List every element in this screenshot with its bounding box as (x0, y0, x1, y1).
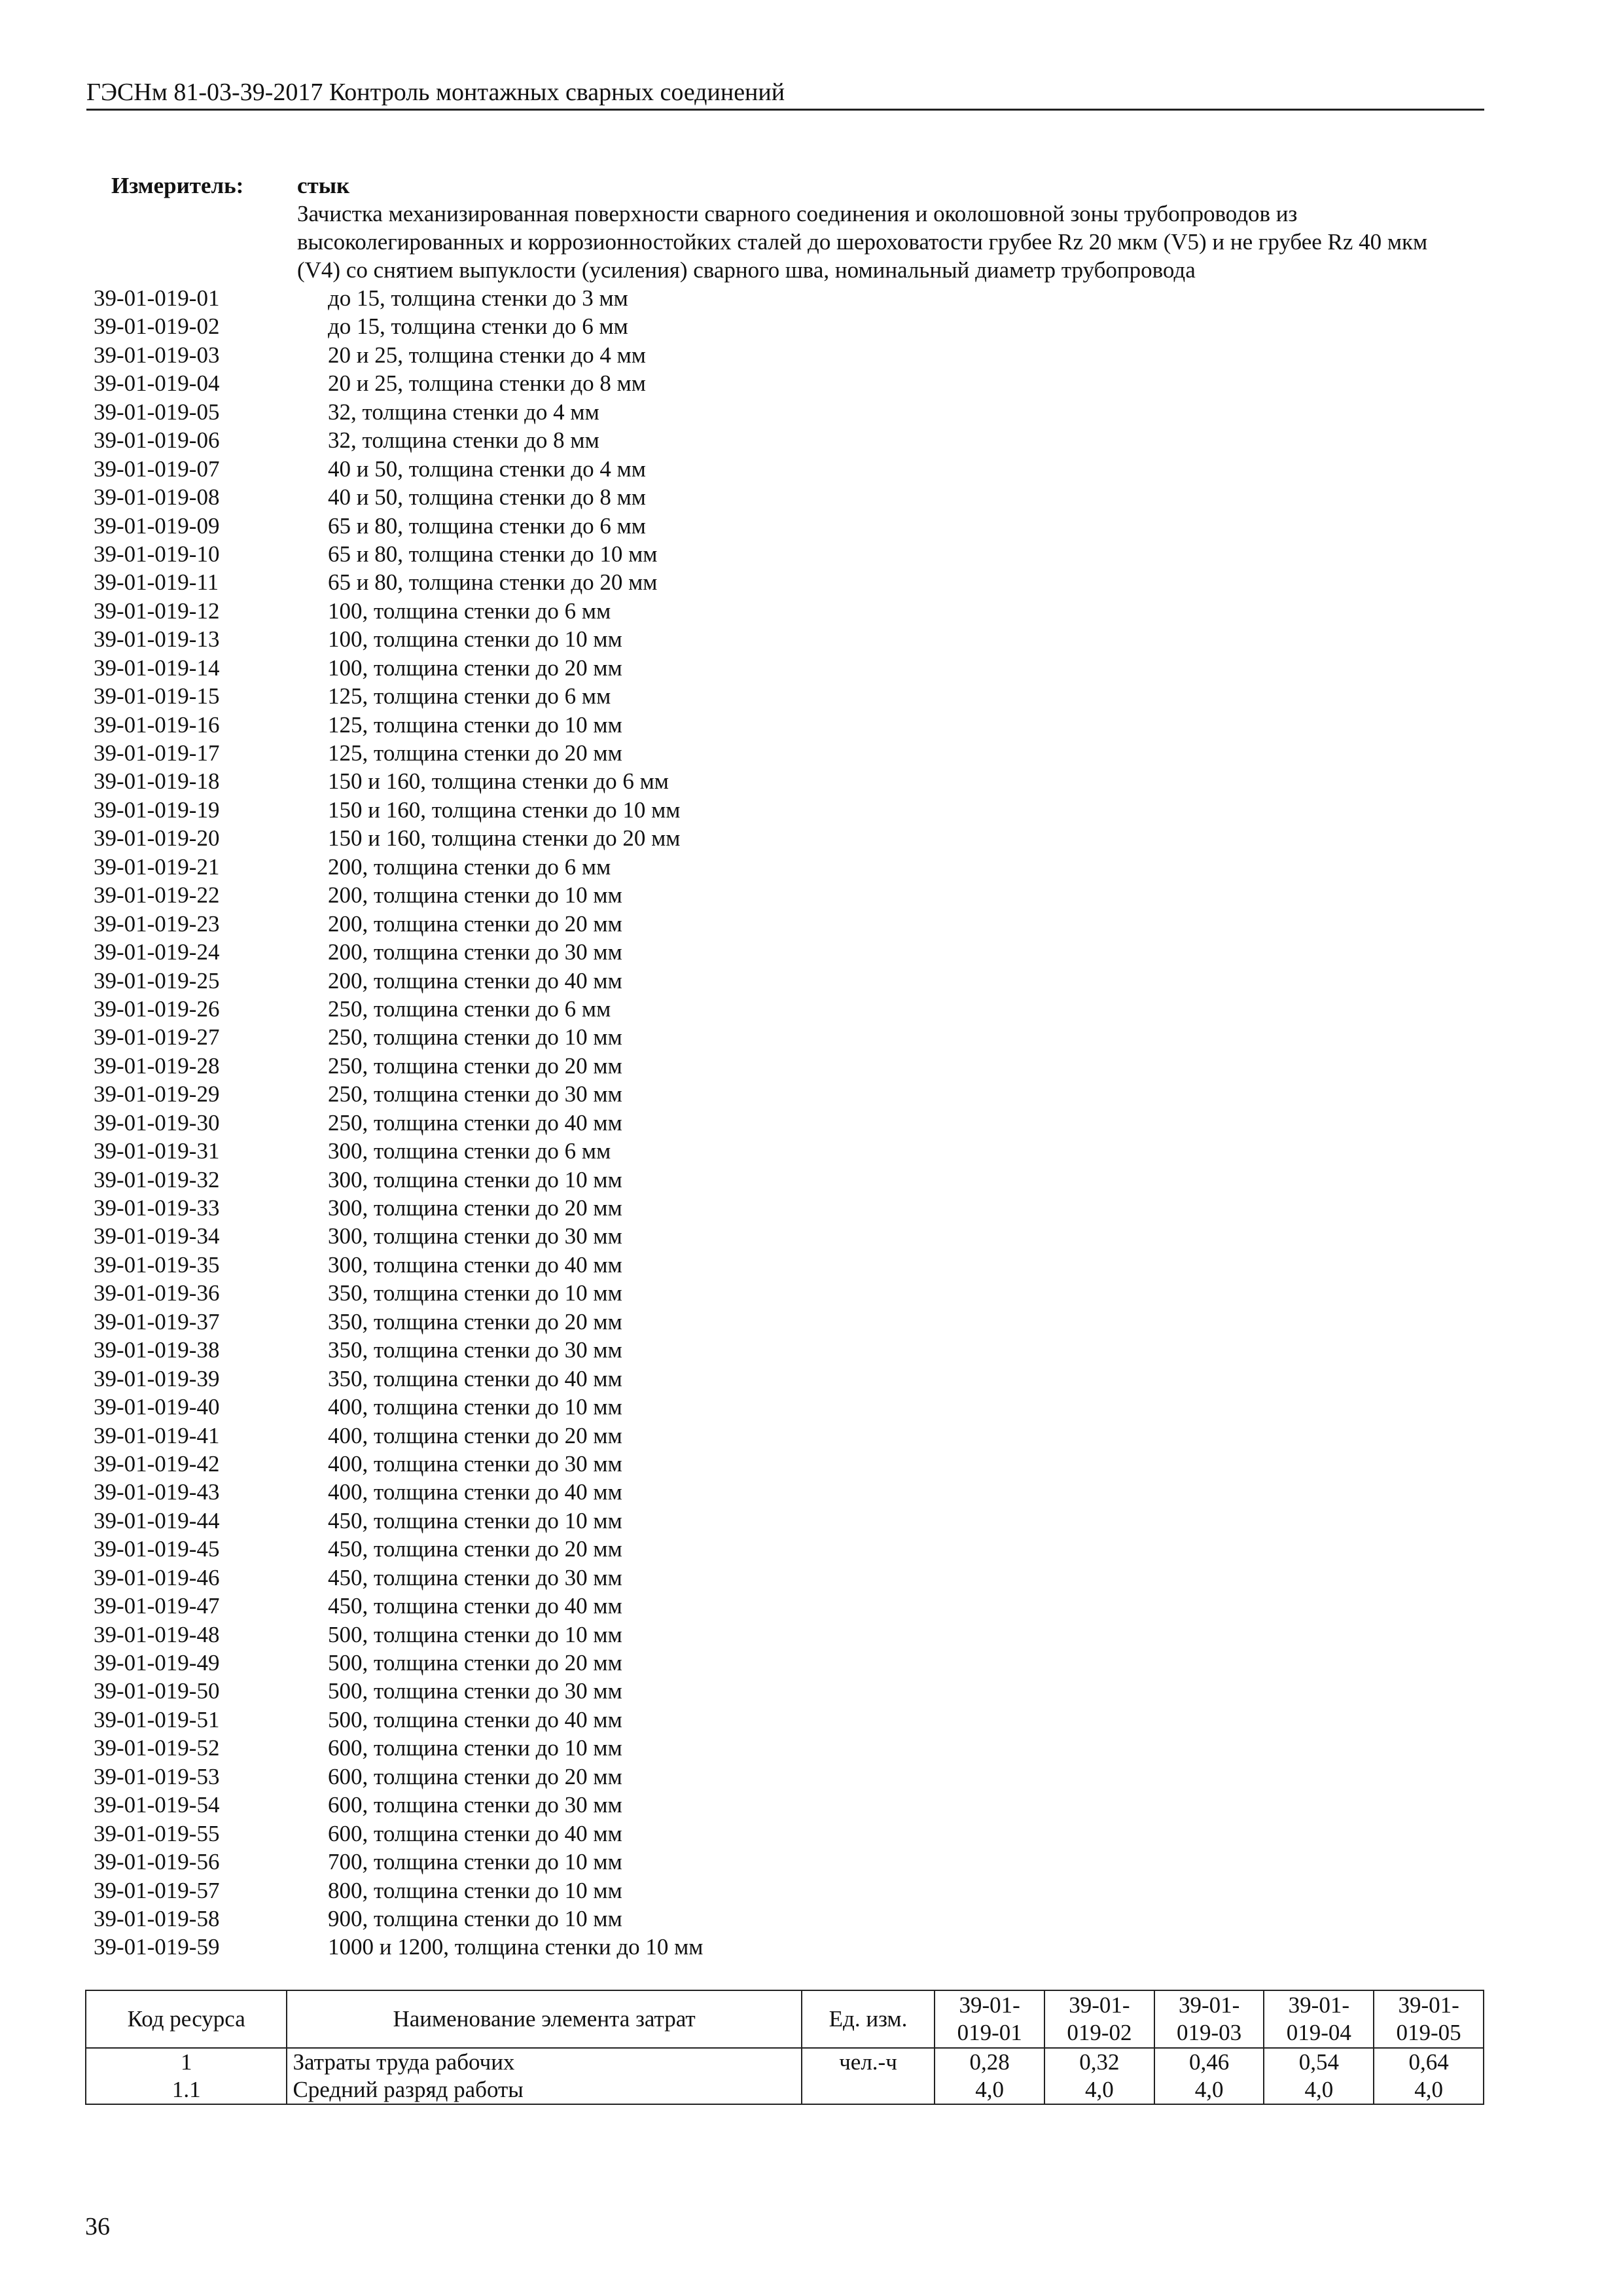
list-item (94, 739, 703, 767)
item-name: 125, толщина стенки до 6 мм (328, 683, 611, 709)
item-name: 400, толщина стенки до 10 мм (328, 1394, 622, 1420)
item-code: 39-01-019-14 (94, 655, 220, 681)
item-code: 39-01-019-30 (94, 1109, 220, 1136)
item-name: 350, толщина стенки до 30 мм (328, 1337, 622, 1363)
list-item (94, 1251, 703, 1279)
list-item (94, 455, 703, 483)
list-item (94, 1137, 703, 1165)
item-list (94, 284, 703, 1962)
list-item (94, 711, 703, 739)
item-code: 39-01-019-04 (94, 370, 220, 397)
item-code: 39-01-019-02 (94, 314, 220, 340)
list-item (94, 1052, 703, 1080)
item-code: 39-01-019-17 (94, 740, 220, 766)
list-item (94, 369, 703, 397)
item-name: 450, толщина стенки до 20 мм (328, 1536, 622, 1562)
list-item (94, 568, 703, 596)
list-item (94, 853, 703, 881)
list-item (94, 910, 703, 938)
list-item (94, 1422, 703, 1450)
item-name: 20 и 25, толщина стенки до 8 мм (328, 370, 646, 397)
list-item (94, 483, 703, 511)
list-item (94, 1507, 703, 1535)
row-name: Средний разряд работы (287, 2076, 801, 2104)
row-unit (802, 2076, 935, 2104)
item-code: 39-01-019-08 (94, 484, 220, 511)
item-name: 350, толщина стенки до 10 мм (328, 1280, 622, 1306)
item-code: 39-01-019-23 (94, 910, 220, 937)
item-code: 39-01-019-42 (94, 1450, 220, 1477)
list-item (94, 967, 703, 995)
list-item (94, 540, 703, 568)
header-name: Наименование элемента затрат (287, 1990, 801, 2048)
item-name: 300, толщина стенки до 10 мм (328, 1166, 622, 1193)
item-name: 500, толщина стенки до 40 мм (328, 1706, 622, 1732)
item-name: 250, толщина стенки до 6 мм (328, 996, 611, 1022)
item-name: 800, толщина стенки до 10 мм (328, 1877, 622, 1903)
item-name: 100, толщина стенки до 10 мм (328, 626, 622, 653)
item-name: 350, толщина стенки до 20 мм (328, 1308, 622, 1335)
row-code: 1 (86, 2048, 287, 2076)
item-code: 39-01-019-18 (94, 768, 220, 795)
list-item (94, 1933, 703, 1961)
item-name: 32, толщина стенки до 8 мм (328, 427, 599, 454)
item-name: 200, толщина стенки до 40 мм (328, 967, 622, 994)
item-code: 39-01-019-34 (94, 1223, 220, 1249)
list-item (94, 1734, 703, 1762)
list-item (94, 512, 703, 540)
item-name: 450, толщина стенки до 10 мм (328, 1507, 622, 1534)
item-name: 65 и 80, толщина стенки до 6 мм (328, 512, 646, 539)
list-item (94, 312, 703, 340)
list-item (94, 1820, 703, 1848)
item-name: 200, толщина стенки до 20 мм (328, 910, 622, 937)
item-name: 150 и 160, толщина стенки до 10 мм (328, 797, 681, 823)
list-item (94, 341, 703, 369)
item-name: 450, толщина стенки до 40 мм (328, 1593, 622, 1619)
meter-unit: стык (297, 173, 350, 198)
item-code: 39-01-019-52 (94, 1735, 220, 1761)
item-name: 500, толщина стенки до 30 мм (328, 1678, 622, 1704)
item-code: 39-01-019-41 (94, 1422, 220, 1448)
row-value: 4,0 (1154, 2076, 1264, 2104)
row-value: 0,32 (1044, 2048, 1154, 2076)
item-code: 39-01-019-15 (94, 683, 220, 709)
item-code: 39-01-019-38 (94, 1337, 220, 1363)
row-value: 4,0 (1374, 2076, 1484, 2104)
item-name: 125, толщина стенки до 10 мм (328, 711, 622, 738)
item-name: 600, толщина стенки до 20 мм (328, 1763, 622, 1789)
item-name: 65 и 80, толщина стенки до 20 мм (328, 569, 658, 596)
row-value: 4,0 (935, 2076, 1044, 2104)
list-item (94, 995, 703, 1023)
list-item (94, 1677, 703, 1705)
item-code: 39-01-019-27 (94, 1024, 220, 1050)
list-item (94, 1649, 703, 1677)
table-row (86, 2076, 1484, 2104)
page-number: 36 (85, 2213, 110, 2240)
item-name: 250, толщина стенки до 30 мм (328, 1081, 622, 1107)
item-code: 39-01-019-45 (94, 1536, 220, 1562)
item-code: 39-01-019-49 (94, 1650, 220, 1676)
list-item (94, 1791, 703, 1819)
item-code: 39-01-019-19 (94, 797, 220, 823)
list-item (94, 682, 703, 710)
item-name: 300, толщина стенки до 20 мм (328, 1195, 622, 1221)
document-title: ГЭСНм 81-03-39-2017 Контроль монтажных сварных соединений (86, 79, 785, 106)
row-value: 0,46 (1154, 2048, 1264, 2076)
item-name: 200, толщина стенки до 30 мм (328, 939, 622, 965)
resource-table (85, 1990, 1484, 2105)
row-unit: чел.-ч (802, 2048, 935, 2076)
item-name: до 15, толщина стенки до 3 мм (328, 285, 628, 311)
item-code: 39-01-019-10 (94, 541, 220, 567)
item-code: 39-01-019-21 (94, 853, 220, 880)
row-value: 4,0 (1264, 2076, 1374, 2104)
item-name: 400, толщина стенки до 20 мм (328, 1422, 622, 1448)
item-name: 500, толщина стенки до 20 мм (328, 1650, 622, 1676)
item-code: 39-01-019-03 (94, 342, 220, 368)
item-code: 39-01-019-53 (94, 1763, 220, 1789)
item-name: 250, толщина стенки до 10 мм (328, 1024, 622, 1050)
row-value: 0,28 (935, 2048, 1044, 2076)
item-name: 32, толщина стенки до 4 мм (328, 399, 599, 425)
meter-label: Измеритель: (111, 173, 244, 198)
row-code: 1.1 (86, 2076, 287, 2104)
item-name: 700, толщина стенки до 10 мм (328, 1849, 622, 1875)
item-name: 350, толщина стенки до 40 мм (328, 1365, 622, 1391)
item-code: 39-01-019-44 (94, 1507, 220, 1534)
item-code: 39-01-019-33 (94, 1195, 220, 1221)
item-code: 39-01-019-31 (94, 1138, 220, 1164)
item-name: 300, толщина стенки до 6 мм (328, 1138, 611, 1164)
list-item (94, 938, 703, 966)
item-code: 39-01-019-40 (94, 1394, 220, 1420)
item-code: 39-01-019-56 (94, 1849, 220, 1875)
work-description: Зачистка механизированная поверхности сварного соединения и околошовной зоны трубопроводов из высоколегированных и коррозионностойких сталей до шероховатости грубее Rz 20 мкм (V5) и не грубее Rz 40 мкм (V4) со снятием выпуклости (усиления) сварного шва, номинальный диаметр трубопровода (297, 201, 1428, 283)
list-item (94, 1023, 703, 1051)
list-item (94, 1763, 703, 1791)
list-item (94, 1848, 703, 1876)
item-name: 40 и 50, толщина стенки до 8 мм (328, 484, 646, 511)
list-item (94, 1592, 703, 1620)
list-item (94, 881, 703, 909)
item-name: 125, толщина стенки до 20 мм (328, 740, 622, 766)
item-name: 100, толщина стенки до 6 мм (328, 598, 611, 624)
list-item (94, 1706, 703, 1734)
item-code: 39-01-019-57 (94, 1877, 220, 1903)
list-item (94, 1080, 703, 1108)
list-item (94, 1905, 703, 1933)
item-code: 39-01-019-54 (94, 1792, 220, 1818)
item-name: 300, толщина стенки до 30 мм (328, 1223, 622, 1249)
item-code: 39-01-019-07 (94, 456, 220, 482)
item-name: до 15, толщина стенки до 6 мм (328, 314, 628, 340)
item-code: 39-01-019-48 (94, 1621, 220, 1647)
item-code: 39-01-019-20 (94, 825, 220, 852)
item-name: 600, толщина стенки до 30 мм (328, 1792, 622, 1818)
item-code: 39-01-019-46 (94, 1564, 220, 1590)
list-item (94, 1393, 703, 1421)
header-code: Код ресурса (86, 1990, 287, 2048)
item-code: 39-01-019-28 (94, 1052, 220, 1079)
list-item (94, 284, 703, 312)
list-item (94, 1876, 703, 1905)
item-code: 39-01-019-58 (94, 1905, 220, 1931)
row-value: 0,64 (1374, 2048, 1484, 2076)
item-name: 150 и 160, толщина стенки до 6 мм (328, 768, 669, 795)
item-code: 39-01-019-59 (94, 1934, 220, 1960)
item-name: 65 и 80, толщина стенки до 10 мм (328, 541, 658, 567)
item-code: 39-01-019-25 (94, 967, 220, 994)
item-code: 39-01-019-55 (94, 1820, 220, 1846)
item-code: 39-01-019-50 (94, 1678, 220, 1704)
item-name: 600, толщина стенки до 10 мм (328, 1735, 622, 1761)
header-col-4: 39-01- 019-04 (1264, 1990, 1374, 2048)
row-name: Затраты труда рабочих (287, 2048, 801, 2076)
item-name: 150 и 160, толщина стенки до 20 мм (328, 825, 681, 852)
header-col-5: 39-01- 019-05 (1374, 1990, 1484, 2048)
list-item (94, 426, 703, 454)
list-item (94, 1279, 703, 1307)
list-item (94, 1222, 703, 1250)
item-code: 39-01-019-13 (94, 626, 220, 653)
item-code: 39-01-019-26 (94, 996, 220, 1022)
row-value: 4,0 (1044, 2076, 1154, 2104)
item-code: 39-01-019-06 (94, 427, 220, 454)
item-name: 1000 и 1200, толщина стенки до 10 мм (328, 1934, 704, 1960)
list-item (94, 1535, 703, 1563)
list-item (94, 1450, 703, 1478)
item-name: 250, толщина стенки до 20 мм (328, 1052, 622, 1079)
list-item (94, 1109, 703, 1137)
header-unit: Ед. изм. (802, 1990, 935, 2048)
list-item (94, 1336, 703, 1364)
page-header (86, 77, 1484, 111)
header-col-2: 39-01- 019-02 (1044, 1990, 1154, 2048)
item-code: 39-01-019-51 (94, 1706, 220, 1732)
item-name: 40 и 50, толщина стенки до 4 мм (328, 456, 646, 482)
item-code: 39-01-019-11 (94, 569, 219, 596)
list-item (94, 625, 703, 653)
item-name: 400, толщина стенки до 40 мм (328, 1479, 622, 1505)
list-item (94, 1308, 703, 1336)
item-name: 600, толщина стенки до 40 мм (328, 1820, 622, 1846)
list-item (94, 1365, 703, 1393)
item-code: 39-01-019-09 (94, 512, 220, 539)
list-item (94, 824, 703, 852)
list-item (94, 1621, 703, 1649)
item-name: 200, толщина стенки до 10 мм (328, 882, 622, 908)
item-code: 39-01-019-01 (94, 285, 220, 311)
item-code: 39-01-019-32 (94, 1166, 220, 1193)
header-col-3: 39-01- 019-03 (1154, 1990, 1264, 2048)
list-item (94, 767, 703, 795)
item-name: 900, толщина стенки до 10 мм (328, 1905, 622, 1931)
list-item (94, 654, 703, 682)
item-name: 450, толщина стенки до 30 мм (328, 1564, 622, 1590)
item-code: 39-01-019-35 (94, 1251, 220, 1278)
list-item (94, 1166, 703, 1194)
item-code: 39-01-019-16 (94, 711, 220, 738)
table-header-row (86, 1990, 1484, 2048)
item-code: 39-01-019-47 (94, 1593, 220, 1619)
list-item (94, 1194, 703, 1222)
item-name: 300, толщина стенки до 40 мм (328, 1251, 622, 1278)
header-col-1: 39-01- 019-01 (935, 1990, 1044, 2048)
item-code: 39-01-019-05 (94, 399, 220, 425)
row-value: 0,54 (1264, 2048, 1374, 2076)
table-row (86, 2048, 1484, 2076)
item-name: 250, толщина стенки до 40 мм (328, 1109, 622, 1136)
item-code: 39-01-019-43 (94, 1479, 220, 1505)
item-code: 39-01-019-36 (94, 1280, 220, 1306)
list-item (94, 796, 703, 824)
item-name: 400, толщина стенки до 30 мм (328, 1450, 622, 1477)
item-code: 39-01-019-37 (94, 1308, 220, 1335)
list-item (94, 398, 703, 426)
item-name: 500, толщина стенки до 10 мм (328, 1621, 622, 1647)
list-item (94, 1478, 703, 1506)
item-code: 39-01-019-24 (94, 939, 220, 965)
item-code: 39-01-019-29 (94, 1081, 220, 1107)
item-name: 100, толщина стенки до 20 мм (328, 655, 622, 681)
list-item (94, 1564, 703, 1592)
item-code: 39-01-019-39 (94, 1365, 220, 1391)
item-code: 39-01-019-22 (94, 882, 220, 908)
item-name: 20 и 25, толщина стенки до 4 мм (328, 342, 646, 368)
item-code: 39-01-019-12 (94, 598, 220, 624)
list-item (94, 597, 703, 625)
item-name: 200, толщина стенки до 6 мм (328, 853, 611, 880)
